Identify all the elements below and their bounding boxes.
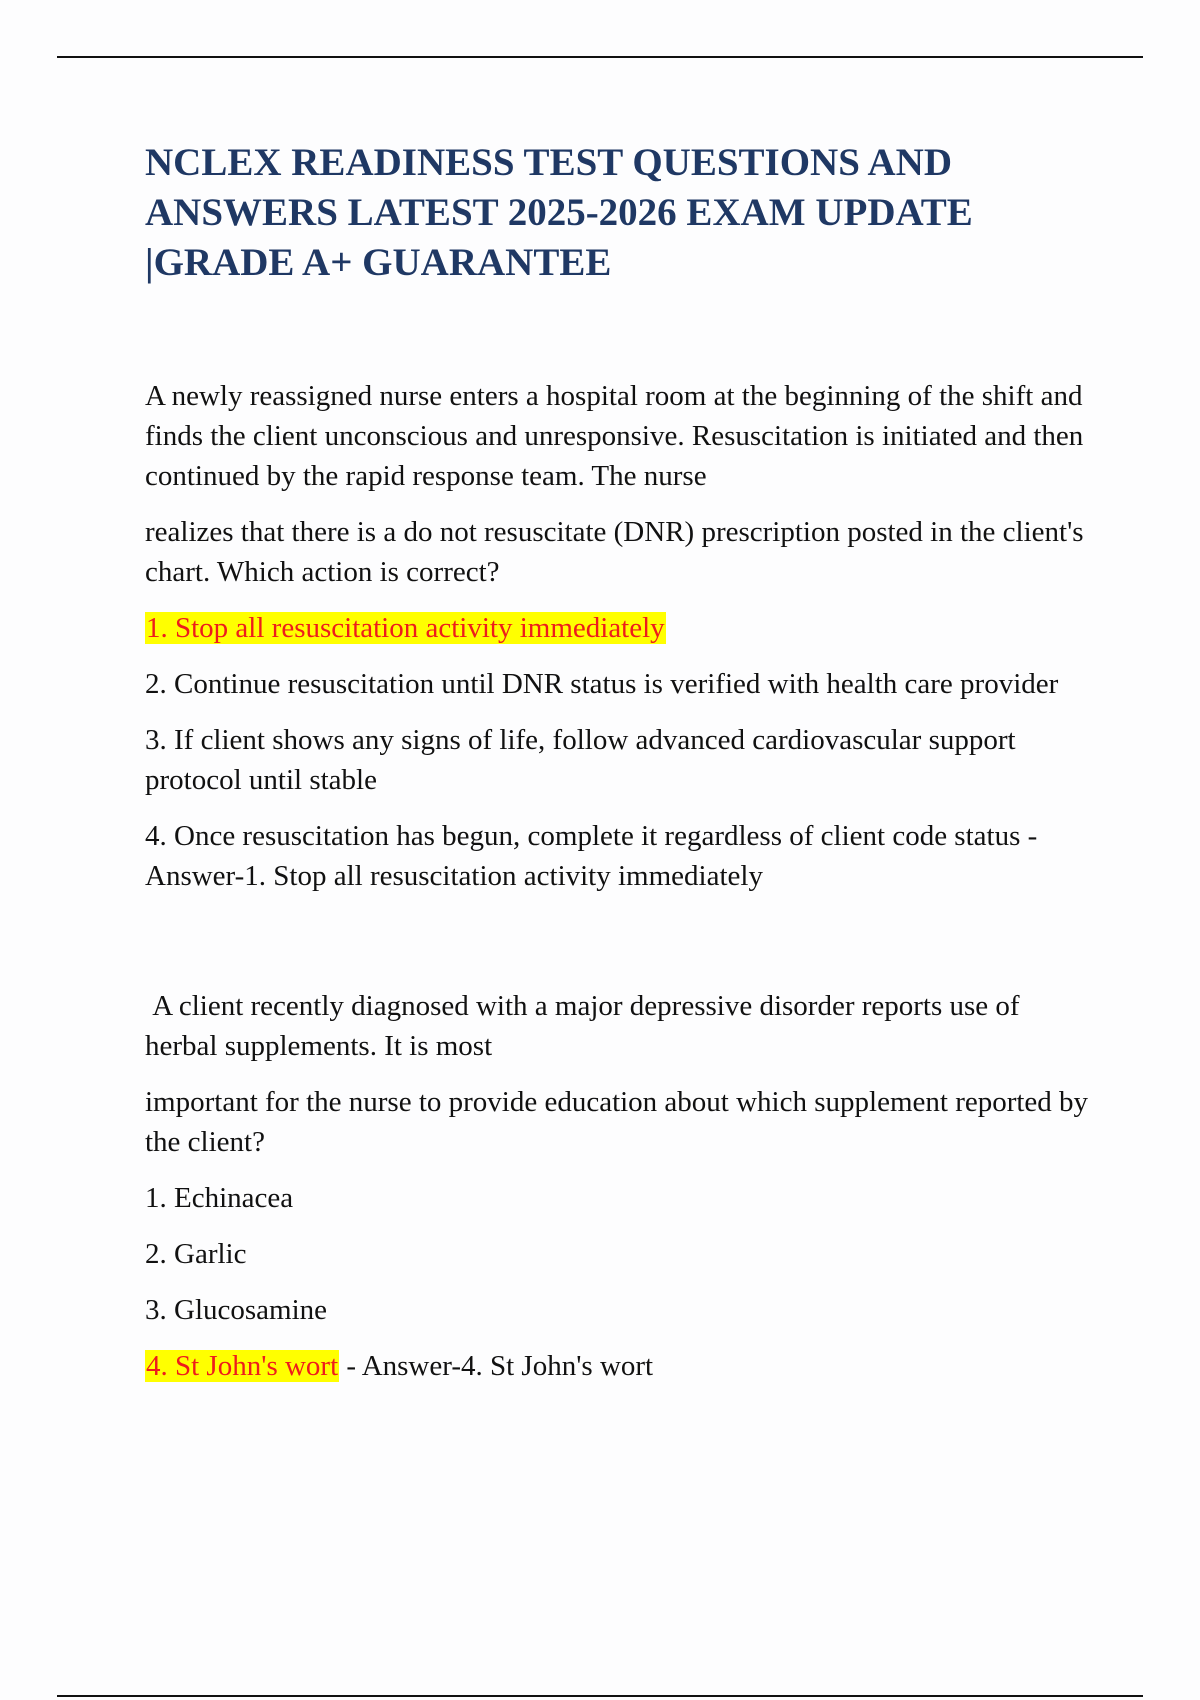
question-2-option-4: [145, 1346, 1095, 1386]
title-line-1: NCLEX READINESS TEST QUESTIONS AND: [145, 141, 953, 184]
highlighted-answer: 4. St John's wort: [146, 1350, 339, 1382]
document-content: [145, 138, 1095, 1402]
question-2-option-1: 1. Echinacea: [145, 1182, 294, 1214]
question-2-option-3: 3. Glucosamine: [145, 1294, 328, 1326]
document-title: [145, 138, 1095, 288]
title-line-3: |GRADE A+ GUARANTEE: [145, 241, 612, 284]
question-2-option-2: 2. Garlic: [145, 1238, 247, 1270]
question-1-option-3: 3. If client shows any signs of life, follow advanced cardiovascular support protocol until stable: [145, 724, 1016, 796]
top-rule: [57, 56, 1143, 58]
question-1-option-4: 4. Once resuscitation has begun, complete it regardless of client code status - Answer-1. Stop all resuscitation activity immediately: [145, 820, 1038, 892]
highlighted-answer: 1. Stop all resuscitation activity immediately: [146, 612, 665, 644]
answer-text: - Answer-4. St John's wort: [339, 1350, 654, 1382]
question-1-stem-part2: realizes that there is a do not resuscitate (DNR) prescription posted in the client's chart. Which action is correct?: [145, 516, 1084, 588]
question-1-stem-part1: A newly reassigned nurse enters a hospital room at the beginning of the shift and finds the client unconscious and unresponsive. Resuscitation is initiated and then continued by the rapid response team. The nurse: [145, 380, 1084, 492]
question-2-stem-part2: important for the nurse to provide education about which supplement reported by the client?: [145, 1086, 1089, 1158]
bottom-rule: [57, 1695, 1143, 1697]
question-2-stem-part1: A client recently diagnosed with a major depressive disorder reports use of herbal supplements. It is most: [145, 990, 1027, 1062]
title-line-2: ANSWERS LATEST 2025-2026 EXAM UPDATE: [145, 191, 973, 234]
question-1-option-1: [145, 608, 1095, 648]
question-1: [145, 376, 1095, 896]
question-1-option-2: 2. Continue resuscitation until DNR status is verified with health care provider: [145, 668, 1059, 700]
question-2: [145, 986, 1095, 1386]
